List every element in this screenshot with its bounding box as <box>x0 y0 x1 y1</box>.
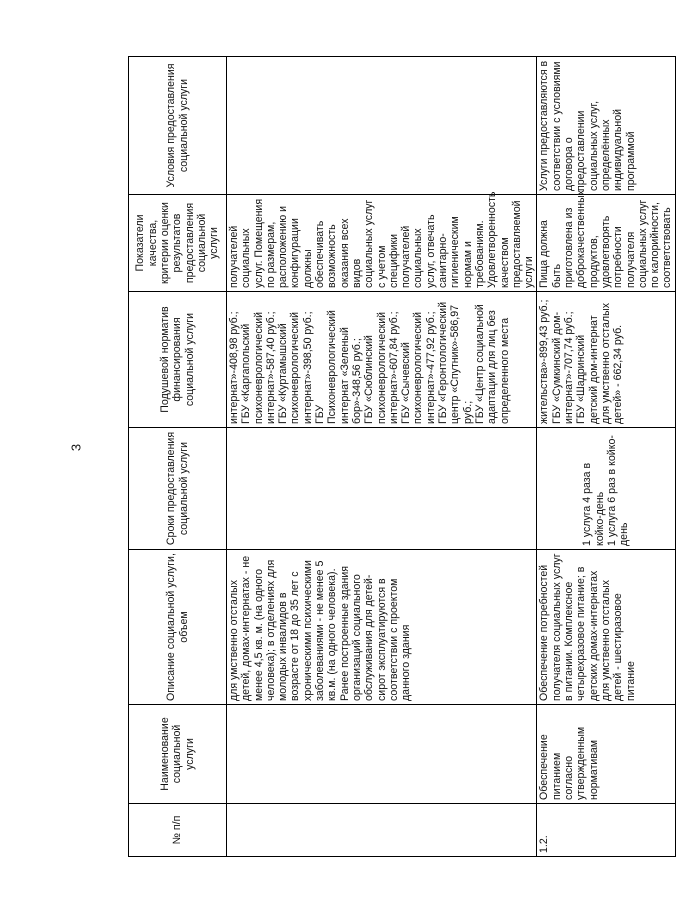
row-number: 1.2. <box>537 804 675 857</box>
table-header-row <box>129 57 227 857</box>
row-description: для умственно отсталых детей, домах-интернатах - не менее 4,5 кв. м. (на одного человека); в отделениях для молодых инвалидов в возрасте от 18 до 35 лет с хроническими психическими заболеваниями - не менее 5 кв.м. (на одного человека). Ранее построенные здания организаций социального обслуживания для детей-сирот эксплуатируются в соответствии с проектом данного здания <box>227 550 537 705</box>
row-quality-indicators: получателей социальных услуг. Помещения по размерам, расположению и конфигурации должны обеспечивать возможность оказания всех видов социальных услуг с учетом специфики получателей социальных услуг, отвечать санитарно-гигиеническим нормам и требованиям. Удовлетворенность качеством предоставляемой услуги <box>227 195 537 292</box>
social-services-table <box>128 56 676 857</box>
table-row <box>227 57 537 857</box>
header-service-name: Наименование социальной услуги <box>129 705 227 804</box>
row-terms <box>227 428 537 550</box>
row-number <box>227 804 537 857</box>
header-number: № п/п <box>129 804 227 857</box>
row-funding-norm: интернат»-408,98 руб.; ГБУ «Каргапольский психоневрологический интернат»-587,40 руб.; ГБУ «Куртамышский психоневрологический интернат»-398,50 руб.; ГБУ Психоневрологический интернат «Зеленый бор»-348,56 руб.; ГБУ «Сюблинский психоневрологический интернат»-607,84 руб.; ГБУ «Сычевский психоневрологический интернат»-477,92 руб.; ГБУ «Геронтологический центр «Спутник»-586,97 руб.; ГБУ «Центр социальной адаптации для лиц без определенного места <box>227 292 537 428</box>
header-description: Описание социальной услуги, объем <box>129 550 227 705</box>
header-terms: Сроки предоставления социальной услуги <box>129 428 227 550</box>
header-funding-norm: Подушевой норматив финансирования социальной услуги <box>129 292 227 428</box>
row-service-name <box>227 705 537 804</box>
table-row <box>537 57 675 857</box>
row-funding-norm: жительства»-899,43 руб.; ГБУ «Сумкинский дом-интернат»-707,74 руб.; ГБУ «Шадринский детский дом-интернат для умственно отсталых детей» - 662,34 руб. <box>537 292 675 428</box>
row-service-name: Обеспечение питанием согласно утвержденным нормативам <box>537 705 675 804</box>
page-number: 3 <box>68 443 84 452</box>
header-quality-indicators: Показатели качества, критерии оценки результатов предоставления социальной услуги <box>129 195 227 292</box>
row-description: Обеспечение потребностей получателя социальных услуг в питании. Комплексное четырехразовое питание; в детских домах-интернатах для умственно отсталых детей - шестиразовое питание <box>537 550 675 705</box>
header-conditions: Условия предоставления социальной услуги <box>129 57 227 195</box>
row-conditions: Услуги предоставляются в соответствии с условиями договора о предоставлении социальных услуг, определённых индивидуальной программой <box>537 57 675 195</box>
row-terms: 1 услуга 4 раза в койко-день 1 услуга 6 раз в койко-день <box>537 428 675 550</box>
row-quality-indicators: Пища должна быть приготовлена из доброкачественных продуктов, удовлетворять потребности получателя социальных услуг по калорийности, соответствовать <box>537 195 675 292</box>
row-conditions <box>227 57 537 195</box>
rotated-table-container <box>128 57 674 857</box>
